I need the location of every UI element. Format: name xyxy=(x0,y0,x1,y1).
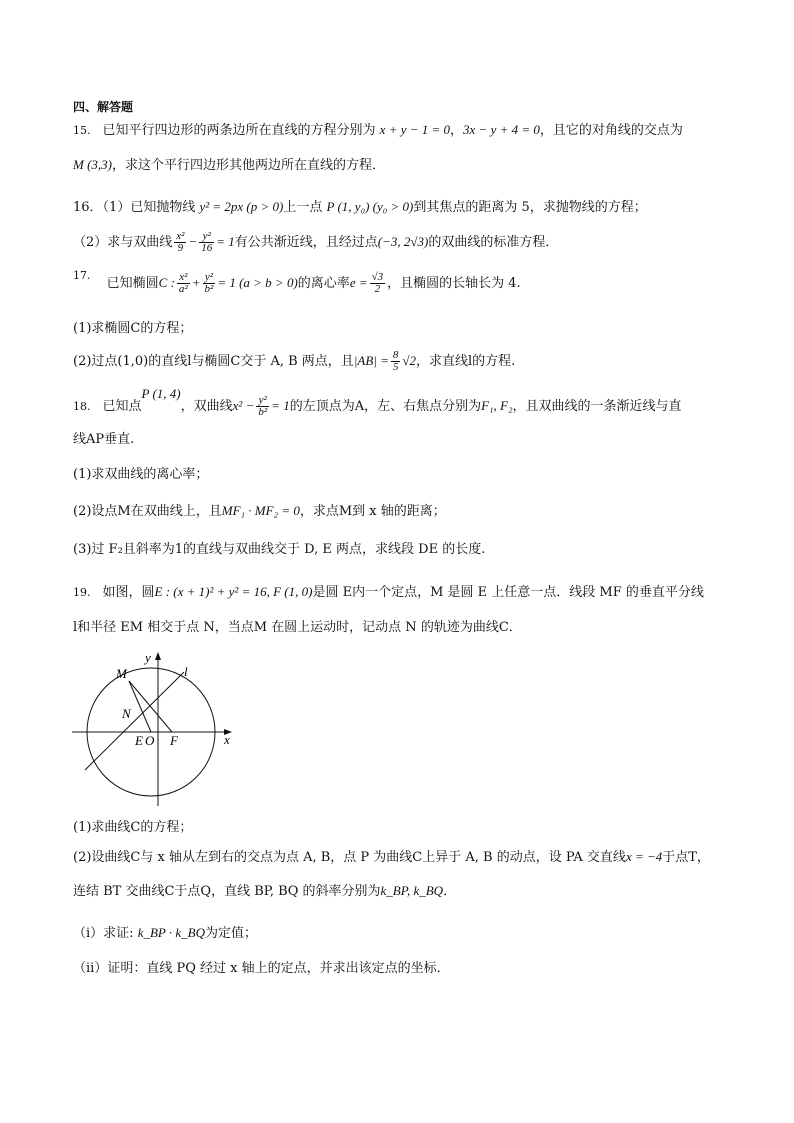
q17-frac-e: $\frac{√3}{2}$ xyxy=(371,271,384,295)
q19-sub-2a: (2)设曲线C与 x 轴从左到右的交点为点 A, B，点 P 为曲线C上异于 A, B 的动点，设 PA 交直线 xyxy=(73,850,626,865)
label-y: y xyxy=(145,650,151,665)
q18-text-b: ，双曲线 xyxy=(180,399,233,414)
q16-p1a: （1）已知抛物线 xyxy=(102,200,196,215)
q17-frac-b: $\frac{\text{y²}}{\text{b²}}$ xyxy=(204,271,214,295)
segment-mf xyxy=(129,681,172,732)
q17-e: e = xyxy=(349,275,368,290)
q18-line-1 xyxy=(73,386,682,418)
q15-text-a: 已知平行四边形的两条边所在直线的方程分别为 xyxy=(102,123,376,138)
q17-sub-1: (1)求椭圆C的方程； xyxy=(73,321,193,336)
q16-p2-point: (−3, 2√3) xyxy=(377,234,429,249)
q17-sub-2a: (2)过点(1,0)的直线l与椭圆C交于 A, B 两点，且 xyxy=(73,354,354,369)
q17-text-b: 的离心率 xyxy=(297,276,350,291)
q17-ab: |AB| = xyxy=(353,353,389,368)
label-e: E xyxy=(135,733,143,748)
y-axis-arrow-icon xyxy=(155,652,161,660)
q19-line-2: l和半径 EM 相交于点 N，当点M 在圆上运动时，记动点 N 的轨迹为曲线C． xyxy=(73,620,522,635)
radius-em xyxy=(129,681,151,732)
q18-hyp: x² − xyxy=(232,398,255,413)
q19-line-1 xyxy=(73,585,704,599)
q15-eq1: x + y − 1 = 0 xyxy=(379,122,451,137)
q19-i-a: （i）求证: xyxy=(73,926,134,941)
q15-eq2: 3x − y + 4 = 0 xyxy=(463,122,540,137)
q17-c: C : xyxy=(158,275,175,290)
q19-sub-2d: ． xyxy=(443,884,457,899)
q19-line-x: x = −4 xyxy=(625,849,663,864)
q17-plus: + xyxy=(191,275,201,290)
q16-p2c: 的双曲线的标准方程． xyxy=(428,235,559,250)
q16-p1-eq: y² = 2px (p > 0) xyxy=(199,199,284,214)
q19-i-b: 为定值； xyxy=(204,926,257,941)
q18-frac-y: $\frac{\text{y²}}{\text{b²}}$ xyxy=(258,394,268,418)
q18-point: P (1, 4) xyxy=(141,386,181,401)
q15-point: M (3,3) xyxy=(73,157,112,172)
label-f: F xyxy=(170,733,178,748)
q18-foci: F₁, F₂ xyxy=(481,398,513,413)
q16-number: 16． xyxy=(73,200,103,215)
label-x: x xyxy=(224,732,230,747)
q18-sub-1: (1)求双曲线的离心率； xyxy=(73,467,209,482)
ellipse-construction-figure xyxy=(72,650,242,810)
q18-number: 18. xyxy=(73,400,91,413)
q19-line-i xyxy=(73,926,257,940)
label-n: N xyxy=(122,706,131,721)
q18-text-a: 已知点 xyxy=(102,399,142,414)
q15-text-b: ，且它的对角线的交点为 xyxy=(539,123,683,138)
q16-p2b: 有公共渐近线，且经过点 xyxy=(234,235,378,250)
q19-sub-2b: 于点T， xyxy=(662,850,710,865)
q19-number: 19. xyxy=(73,586,91,599)
q16-frac-y: $\frac{\text{y²}}{16}$ xyxy=(201,230,213,254)
q16-minus: − xyxy=(188,234,198,249)
q19-slopes: k_BP, k_BQ xyxy=(380,883,444,898)
q19-text-a: 如图，圆 xyxy=(102,585,155,600)
q15-text-c: ，求这个平行四边形其他两边所在直线的方程． xyxy=(112,158,386,173)
q17-number: 17. xyxy=(73,269,91,282)
q18-sub-3: (3)过 F₂且斜率为1的直线与双曲线交于 D, E 两点，求线段 DE 的长度. xyxy=(73,542,486,557)
q17-text-d: ，且椭圆的长轴长为 4. xyxy=(387,276,521,291)
q19-circle: E : (x + 1)² + y² = 16, F (1, 0) xyxy=(154,584,313,599)
q17-line-1 xyxy=(73,269,521,295)
q19-sub-2c: 连结 BT 交曲线C于点Q，直线 BP, BQ 的斜率分别为 xyxy=(73,884,381,899)
q18-line-2: 线AP垂直. xyxy=(73,432,135,447)
q17-frac-a: $\frac{\text{x²}}{\text{a²}}$ xyxy=(178,271,188,295)
q15-sep: ， xyxy=(450,123,464,138)
q16-p1b: 上一点 xyxy=(283,200,323,215)
q19-sub-1: (1)求曲线C的方程； xyxy=(73,820,193,835)
q18-text-c: 的左顶点为A，左、右焦点分别为 xyxy=(289,399,482,414)
q16-line-1 xyxy=(73,200,647,214)
q18-sub-2b: ，求点M到 x 轴的距离； xyxy=(299,504,446,519)
q19-text-b: 是圆 E内一个定点，M 是圆 E 上任意一点．线段 MF 的垂直平分线 xyxy=(312,585,704,600)
q17-sub-2b: ，求直线l的方程. xyxy=(416,354,516,369)
q16-frac-x: $\frac{\text{x²}}{9}$ xyxy=(176,230,185,254)
q18-text-d: ，且双曲线的一条渐近线与直 xyxy=(512,399,682,414)
q16-eq-one: = 1 xyxy=(216,234,235,249)
q15-line-2 xyxy=(73,158,385,172)
q17-cond: = 1 (a > b > 0) xyxy=(217,275,298,290)
bisector-l xyxy=(85,672,184,770)
label-l: l xyxy=(184,664,188,679)
section-heading: 四、解答题 xyxy=(73,100,134,114)
q16-p1c: 到其焦点的距离为 5，求抛物线的方程； xyxy=(413,200,647,215)
q16-line-2 xyxy=(73,231,558,254)
q16-p1-point: P (1, y₀) (y₀ > 0) xyxy=(326,199,414,214)
q17-frac-8: $\frac{8}{5}$ xyxy=(392,349,399,373)
q16-p2a: （2）求与双曲线 xyxy=(73,235,173,250)
q19-line-sub-2c xyxy=(73,884,456,898)
q17-text-a: 已知椭圆 xyxy=(106,276,159,291)
q17-root2: √2 xyxy=(402,353,417,368)
label-m: M xyxy=(116,666,127,681)
label-o: O xyxy=(145,733,155,748)
q18-sub-2a: (2)设点M在双曲线上，且 xyxy=(73,504,222,519)
q18-sub-2-eq: MF₁ · MF₂ = 0 xyxy=(221,503,300,518)
q19-i-eq: k_BP · k_BQ xyxy=(137,925,205,940)
q18-line-sub-2 xyxy=(73,504,446,518)
q19-line-sub-2 xyxy=(73,850,710,864)
q17-line-sub-2 xyxy=(73,350,515,373)
q15-line-1 xyxy=(73,123,683,137)
q15-number: 15. xyxy=(73,124,91,137)
q18-hyp-eq: = 1 xyxy=(271,398,290,413)
q19-line-ii: （ii）证明：直线 PQ 经过 x 轴上的定点，并求出该定点的坐标． xyxy=(73,961,450,976)
